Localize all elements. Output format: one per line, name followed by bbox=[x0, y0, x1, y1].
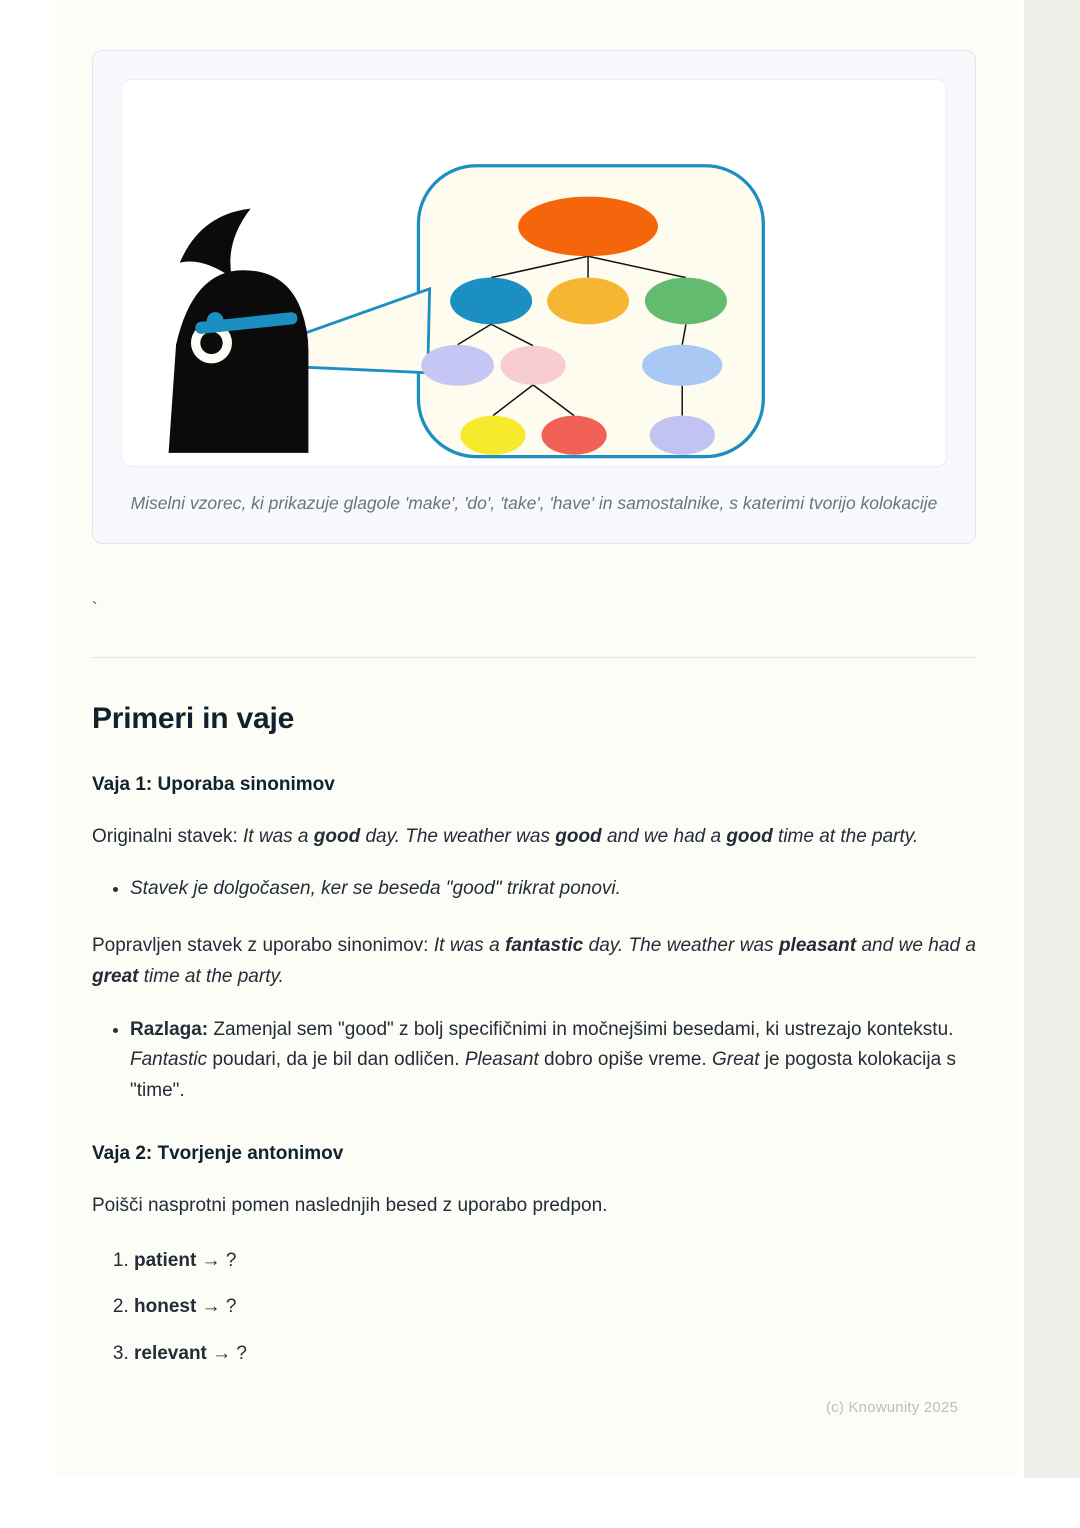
explanation-text: Zamenjal sem "good" z bolj specifičnimi in močnejšimi besedami, ki ustrezajo kontekstu. Fantastic poudari, da je bil dan odličen. Pleasant dobro opiše vreme. Great je pogosta kolokacija s "time". bbox=[130, 1018, 956, 1102]
antonym-answer: → ? bbox=[201, 1249, 237, 1271]
watermark: (c) Knowunity 2025 bbox=[825, 1399, 958, 1416]
antonym-exercise-list bbox=[92, 1246, 976, 1370]
explanation-label: Razlaga: bbox=[130, 1018, 209, 1040]
explanation-list bbox=[92, 1015, 976, 1107]
list-item: • Stavek je dolgočasen, ker se beseda "good" trikrat ponovi. bbox=[130, 874, 976, 905]
antonym-word: honest bbox=[134, 1296, 197, 1318]
document-page bbox=[56, 0, 1032, 1478]
antonym-answer: → ? bbox=[212, 1343, 248, 1365]
list-item bbox=[134, 1292, 976, 1323]
list-item bbox=[134, 1246, 976, 1277]
corrected-sentence-paragraph bbox=[92, 931, 976, 993]
original-sentence-paragraph bbox=[92, 822, 976, 853]
original-sentence-label: Originalni stavek: bbox=[92, 825, 238, 847]
original-sentence-text: It was a good day. The weather was good and we had a good time at the party. bbox=[243, 825, 919, 847]
exercise-2-intro: Poišči nasprotni pomen naslednjih besed z uporabo predpon. bbox=[92, 1194, 608, 1216]
mindmap-illustration bbox=[122, 80, 946, 466]
original-sentence-notes bbox=[92, 874, 976, 905]
exercise-2-heading: Vaja 2: Tvorjenje antonimov bbox=[92, 1142, 344, 1164]
figure-card bbox=[92, 50, 976, 544]
list-item bbox=[130, 1015, 976, 1107]
figure-image bbox=[121, 79, 947, 467]
exercise-1-heading: Vaja 1: Uporaba sinonimov bbox=[92, 773, 335, 795]
stray-backtick-text: ` bbox=[92, 599, 98, 618]
figure-caption: Miselni vzorec, ki prikazuje glagole 'make', 'do', 'take', 'have' in samostalnike, s katerimi tvorijo kolokacije bbox=[130, 493, 938, 513]
scroll-gutter bbox=[1024, 0, 1080, 1478]
antonym-word: patient bbox=[134, 1249, 197, 1271]
corrected-sentence-text: It was a fantastic day. The weather was pleasant and we had a great time at the party. bbox=[92, 935, 976, 987]
list-item bbox=[134, 1339, 976, 1370]
page-title: Primeri in vaje bbox=[92, 702, 295, 735]
corrected-sentence-label: Popravljen stavek z uporabo sinonimov: bbox=[92, 935, 429, 957]
antonym-word: relevant bbox=[134, 1343, 207, 1365]
section-divider bbox=[92, 657, 976, 658]
page-content bbox=[92, 0, 976, 1386]
antonym-answer: → ? bbox=[201, 1296, 237, 1318]
